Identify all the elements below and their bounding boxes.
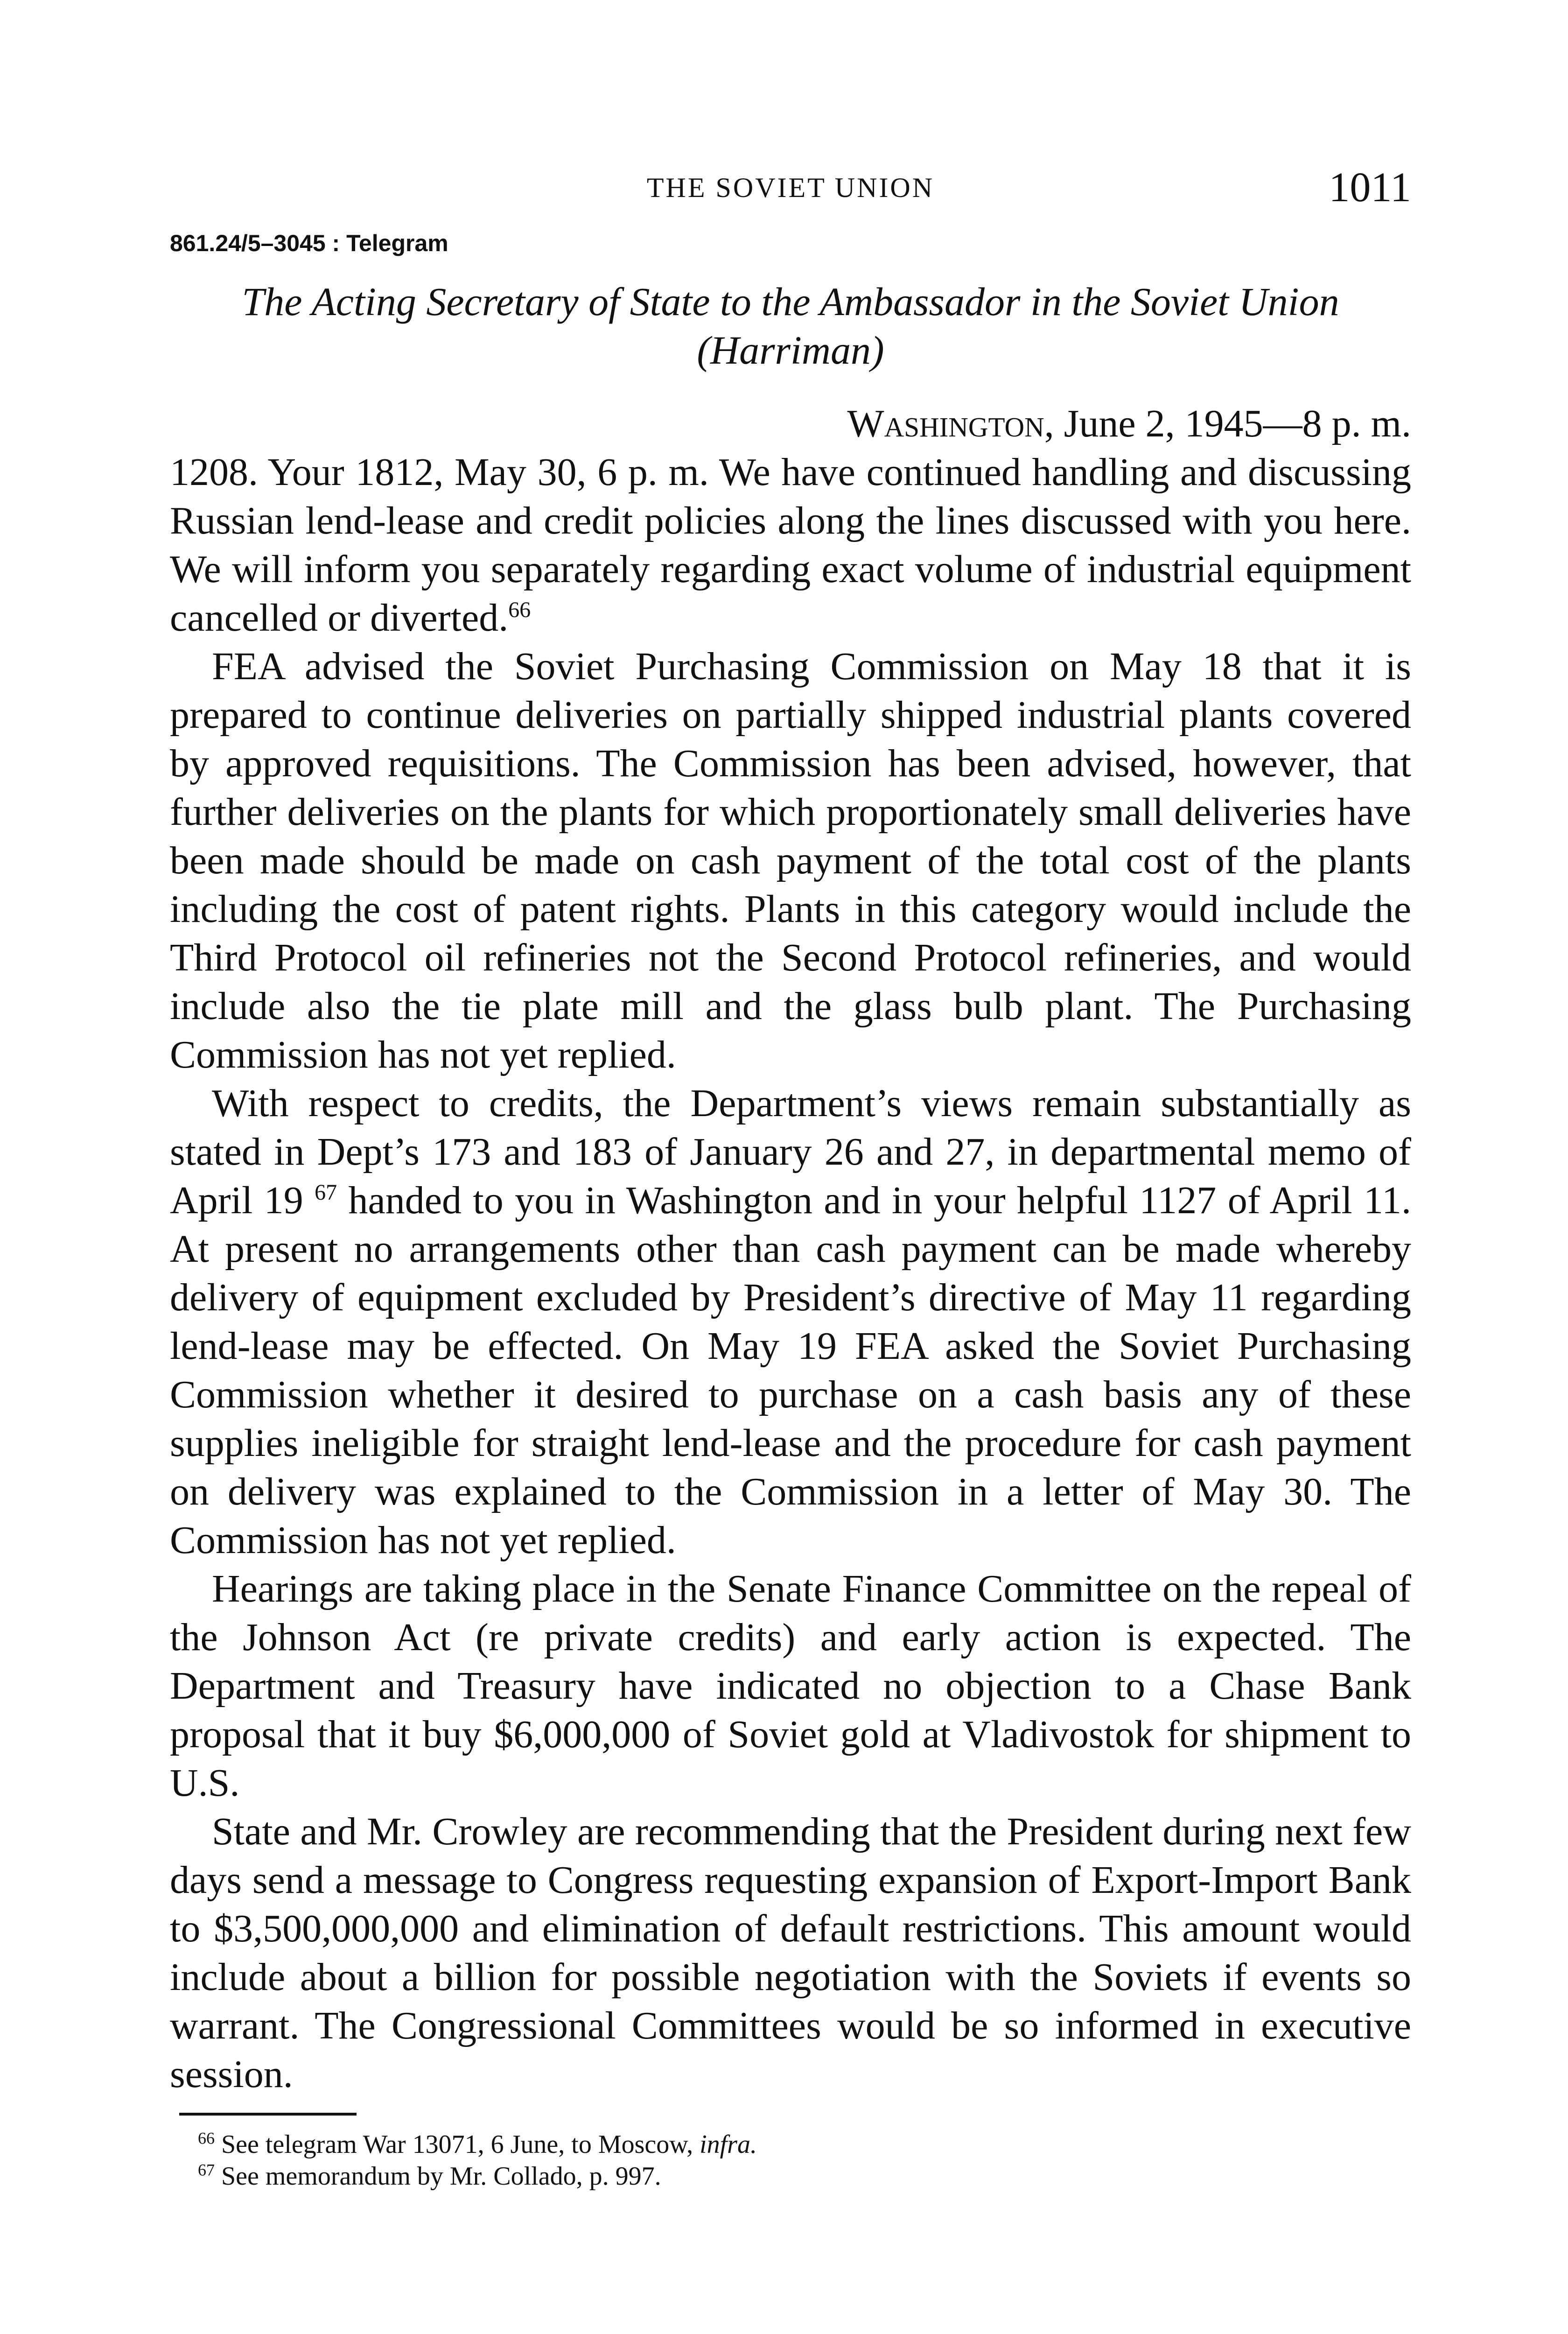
footnote-emphasis: infra. [700,2130,757,2159]
footnote-number: 67 [198,2160,215,2179]
document-title [170,277,1411,374]
paragraph-text: 1208. Your 1812, May 30, 6 p. m. We have continued handling and discussing Russian lend-lease and credit policies along the lines discussed with you here. We will inform you separately regarding exact volume of industrial equipment cancelled or diverted. [170,450,1411,640]
paragraph-text: With respect to credits, the Department’s views remain substantially as stated in Dept’s 173 and 183 of January 26 and 27, in departmental memo of April 19 [170,1082,1411,1222]
footnotes [198,2129,1411,2192]
footnote-reference: 66 [508,598,531,622]
footnote-reference: 67 [315,1180,337,1205]
dateline [170,400,1411,448]
footnote-text: See telegram War 13071, 6 June, to Moscow, [221,2130,700,2159]
dateline-place: Washington [847,402,1044,445]
footnote-divider [179,2113,357,2116]
document-page [170,159,1411,2192]
footnote [198,2160,1411,2192]
paragraph [170,1807,1411,2099]
paragraph [170,448,1411,642]
page-number: 1011 [1329,164,1411,211]
running-header [170,159,1411,210]
footnote-number: 66 [198,2129,215,2148]
paragraph [170,1079,1411,1565]
footnote [198,2129,1411,2160]
footnote-text: See memorandum by Mr. Collado, p. 997. [221,2162,661,2191]
paragraph-text: handed to you in Washington and in your helpful 1127 of April 11. At present no arrangements other than cash payment can be made whereby delivery of equipment excluded by President’s directive of May 11 regarding lend-lease may be effected. On May 19 FEA asked the Soviet Purchasing Commission whether it desired to purchase on a cash basis any of these supplies ineligible for straight lend-lease and the procedure for cash payment on delivery was explained to the Commission in a letter of May 30. The Commission has not yet replied. [170,1179,1412,1562]
document-title-line: (Harriman) [697,328,884,373]
paragraph [170,1565,1411,1807]
paragraph-text: Hearings are taking place in the Senate Finance Committee on the repeal of the Johnson Act (re private credits) and early action is expected. The Department and Treasury have indicated no objection to a Chase Bank proposal that it buy $6,000,000 of Soviet gold at Vladivostok for shipment to U.S. [170,1567,1411,1805]
paragraph-text: State and Mr. Crowley are recommending that the President during next few days send a message to Congress requesting expansion of Export-Import Bank to $3,500,000,000 and elimination of default restrictions. This amount would include about a billion for possible negotiation with the Soviets if events so warrant. The Congressional Committees would be so informed in executive session. [170,1810,1411,2096]
document-title-line: The Acting Secretary of State to the Ambassador in the Soviet Union [242,279,1339,324]
running-title: THE SOVIET UNION [646,172,935,203]
paragraph [170,642,1411,1079]
file-number: 861.24/5–3045 : Telegram [170,230,448,256]
paragraph-text: FEA advised the Soviet Purchasing Commission on May 18 that it is prepared to continue deliveries on partially shipped industrial plants covered by approved requisitions. The Commission has been advised, however, that further deliveries on the plants for which proportionately small deliveries have been made should be made on cash payment of the total cost of the plants including the cost of patent rights. Plants in this category would include the Third Protocol oil refineries not the Second Protocol refineries, and would include also the tie plate mill and the glass bulb plant. The Purchasing Commission has not yet replied. [170,645,1411,1076]
dateline-date: , June 2, 1945—8 p. m. [1044,402,1411,445]
